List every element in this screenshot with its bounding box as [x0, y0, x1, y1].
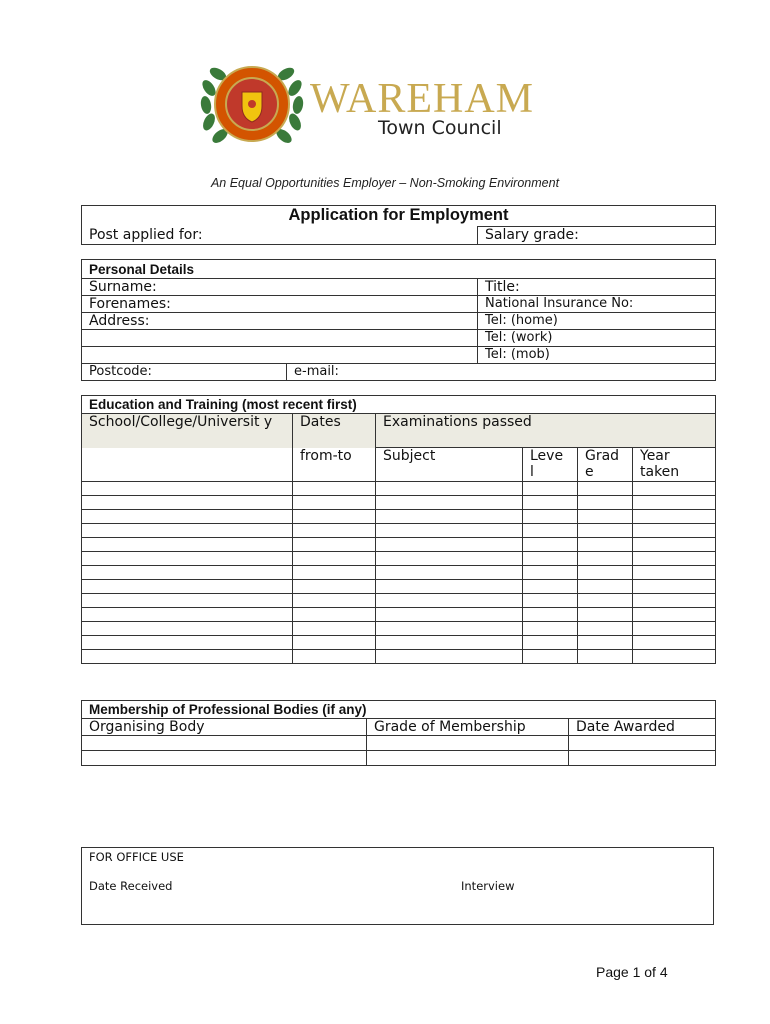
cell[interactable]	[376, 524, 523, 538]
personal-details-table	[81, 259, 716, 381]
cell[interactable]	[293, 580, 376, 594]
education-heading: Education and Training (most recent first)	[82, 396, 716, 414]
cell[interactable]	[82, 580, 293, 594]
surname-field[interactable]: Surname:	[82, 279, 478, 296]
from-to-header: from-to	[293, 448, 376, 482]
cell[interactable]	[578, 510, 633, 524]
cell[interactable]	[82, 510, 293, 524]
table-row	[82, 650, 716, 664]
cell[interactable]	[633, 496, 716, 510]
cell[interactable]	[523, 636, 578, 650]
cell[interactable]	[578, 650, 633, 664]
postcode-field[interactable]: Postcode:	[82, 364, 287, 381]
cell[interactable]	[578, 608, 633, 622]
cell[interactable]	[633, 608, 716, 622]
cell[interactable]	[523, 538, 578, 552]
cell[interactable]	[82, 524, 293, 538]
cell[interactable]	[578, 566, 633, 580]
cell[interactable]	[376, 566, 523, 580]
cell[interactable]	[82, 650, 293, 664]
address-line-3[interactable]	[82, 347, 478, 364]
cell[interactable]	[82, 751, 367, 766]
tel-mob-field[interactable]: Tel: (mob)	[478, 347, 716, 364]
table-row	[82, 538, 716, 552]
cell[interactable]	[578, 552, 633, 566]
table-row	[82, 580, 716, 594]
cell[interactable]	[633, 580, 716, 594]
cell[interactable]	[82, 566, 293, 580]
table-row	[82, 482, 716, 496]
cell[interactable]	[523, 580, 578, 594]
school-column-header: School/College/Universit y	[82, 414, 293, 448]
cell[interactable]	[293, 636, 376, 650]
council-seal-icon	[200, 65, 305, 145]
wareham-logo	[198, 60, 578, 150]
table-row	[82, 736, 716, 751]
page-number: Page 1 of 4	[596, 964, 668, 980]
cell[interactable]	[523, 510, 578, 524]
cell[interactable]	[82, 622, 293, 636]
organising-body-header: Organising Body	[82, 719, 367, 736]
cell[interactable]	[376, 482, 523, 496]
level-header: Leve l	[523, 448, 578, 482]
cell[interactable]	[578, 594, 633, 608]
email-field[interactable]: e-mail:	[287, 364, 716, 381]
education-rows	[82, 482, 716, 664]
cell[interactable]	[523, 496, 578, 510]
cell[interactable]	[578, 538, 633, 552]
grade-of-membership-header: Grade of Membership	[367, 719, 569, 736]
cell[interactable]	[82, 636, 293, 650]
post-applied-field[interactable]: Post applied for:	[82, 227, 478, 245]
table-row	[82, 751, 716, 766]
cell[interactable]	[376, 608, 523, 622]
cell[interactable]	[293, 650, 376, 664]
cell[interactable]	[82, 496, 293, 510]
cell[interactable]	[293, 496, 376, 510]
cell[interactable]	[523, 524, 578, 538]
forenames-field[interactable]: Forenames:	[82, 296, 478, 313]
office-use-box	[81, 847, 714, 925]
logo-wordmark: WAREHAM	[310, 76, 534, 122]
cell[interactable]	[376, 650, 523, 664]
cell[interactable]	[578, 496, 633, 510]
office-use-heading: FOR OFFICE USE	[89, 850, 184, 864]
table-row	[82, 608, 716, 622]
cell[interactable]	[82, 608, 293, 622]
cell[interactable]	[82, 736, 367, 751]
ni-number-field[interactable]: National Insurance No:	[478, 296, 716, 313]
cell[interactable]	[523, 650, 578, 664]
table-row	[82, 636, 716, 650]
subject-header: Subject	[376, 448, 523, 482]
cell[interactable]	[82, 538, 293, 552]
exams-column-header: Examinations passed	[376, 414, 716, 448]
cell[interactable]	[633, 650, 716, 664]
cell[interactable]	[82, 482, 293, 496]
tagline: An Equal Opportunities Employer – Non-Smoking Environment	[210, 176, 560, 190]
cell[interactable]	[293, 524, 376, 538]
table-row	[82, 552, 716, 566]
cell[interactable]	[523, 594, 578, 608]
address-line-2[interactable]	[82, 330, 478, 347]
cell[interactable]	[523, 608, 578, 622]
cell[interactable]	[633, 552, 716, 566]
cell[interactable]	[578, 482, 633, 496]
cell[interactable]	[569, 751, 716, 766]
cell[interactable]	[633, 524, 716, 538]
cell[interactable]	[376, 594, 523, 608]
cell[interactable]	[293, 510, 376, 524]
cell[interactable]	[293, 552, 376, 566]
cell[interactable]	[367, 736, 569, 751]
cell[interactable]	[523, 566, 578, 580]
salary-grade-field[interactable]: Salary grade:	[478, 227, 716, 245]
cell[interactable]	[633, 538, 716, 552]
cell[interactable]	[523, 552, 578, 566]
cell[interactable]	[293, 622, 376, 636]
cell[interactable]	[578, 524, 633, 538]
table-row	[82, 566, 716, 580]
cell[interactable]	[376, 580, 523, 594]
cell[interactable]	[578, 622, 633, 636]
cell[interactable]	[82, 552, 293, 566]
personal-details-heading: Personal Details	[82, 260, 716, 279]
title-field[interactable]: Title:	[478, 279, 716, 296]
date-awarded-header: Date Awarded	[569, 719, 716, 736]
cell[interactable]	[82, 594, 293, 608]
cell[interactable]	[633, 510, 716, 524]
interview-label: Interview	[461, 879, 515, 893]
cell[interactable]	[293, 482, 376, 496]
cell[interactable]	[376, 622, 523, 636]
cell[interactable]	[376, 552, 523, 566]
table-row	[82, 510, 716, 524]
cell[interactable]	[293, 566, 376, 580]
grade-header: Grad e	[578, 448, 633, 482]
cell[interactable]	[569, 736, 716, 751]
address-field[interactable]: Address:	[82, 313, 478, 330]
cell[interactable]	[633, 594, 716, 608]
cell[interactable]	[367, 751, 569, 766]
cell[interactable]	[633, 482, 716, 496]
cell[interactable]	[376, 496, 523, 510]
application-header-table	[81, 205, 716, 245]
cell[interactable]	[376, 510, 523, 524]
cell[interactable]	[523, 482, 578, 496]
membership-heading: Membership of Professional Bodies (if any)	[82, 701, 716, 719]
tel-home-field[interactable]: Tel: (home)	[478, 313, 716, 330]
date-received-label: Date Received	[89, 879, 173, 893]
cell[interactable]	[633, 622, 716, 636]
tel-work-field[interactable]: Tel: (work)	[478, 330, 716, 347]
logo-subtitle: Town Council	[378, 117, 502, 139]
table-row	[82, 622, 716, 636]
table-row	[82, 524, 716, 538]
school-column-blank	[82, 448, 293, 482]
education-table	[81, 395, 716, 664]
cell[interactable]	[293, 594, 376, 608]
cell[interactable]	[376, 636, 523, 650]
cell[interactable]	[578, 636, 633, 650]
cell[interactable]	[633, 566, 716, 580]
year-header: Year taken	[633, 448, 716, 482]
cell[interactable]	[376, 538, 523, 552]
cell[interactable]	[293, 608, 376, 622]
table-row	[82, 496, 716, 510]
dates-column-header: Dates	[293, 414, 376, 448]
page-title: Application for Employment	[82, 206, 716, 227]
membership-table	[81, 700, 716, 766]
cell[interactable]	[523, 622, 578, 636]
cell[interactable]	[293, 538, 376, 552]
cell[interactable]	[633, 636, 716, 650]
cell[interactable]	[578, 580, 633, 594]
table-row	[82, 594, 716, 608]
